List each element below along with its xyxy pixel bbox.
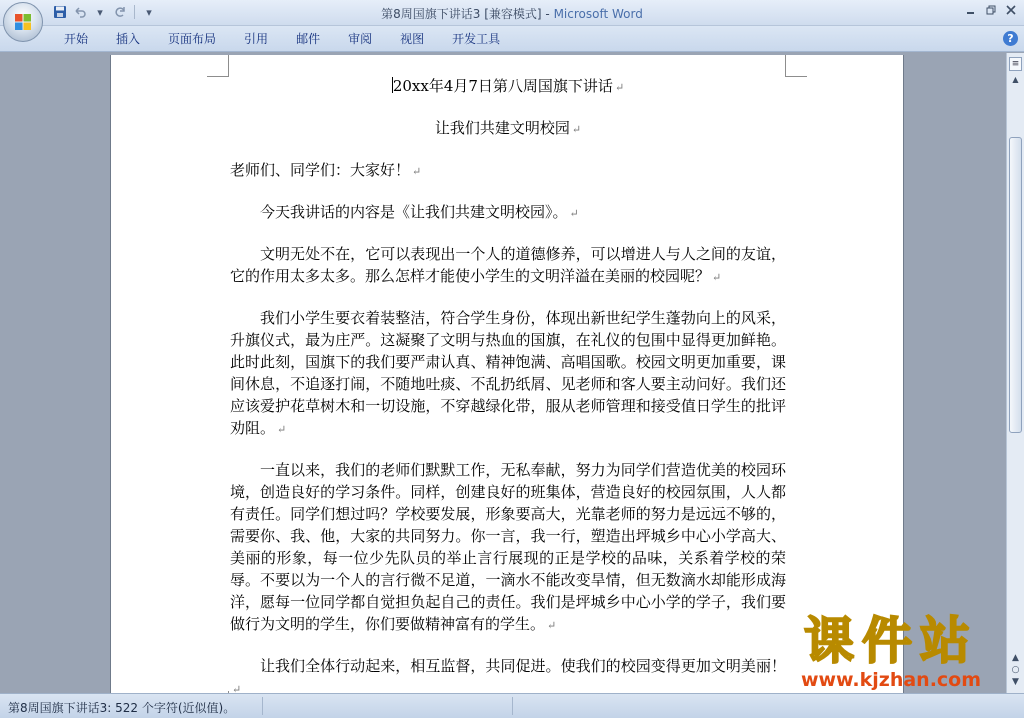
paragraph-mark: ↵ [412,165,422,178]
paragraph [230,459,786,637]
document-heading [230,75,786,99]
blank-line [230,183,786,201]
ruler-toggle-icon[interactable]: ≡ [1009,57,1022,71]
word-count-status[interactable]: 第8周国旗下讲话3: 522 个字符(近似值)。 [8,701,236,715]
paragraph-text: 文明无处不在，它可以表现出一个人的道德修养，可以增进人与人之间的友谊，它的作用太多太多。那么怎样才能使小学生的文明洋溢在美丽的校园呢？ [230,245,786,285]
restore-icon[interactable] [982,2,1000,18]
document-page[interactable] [110,55,904,693]
watermark-url: www.kjzhan.com [800,669,982,691]
browse-buttons [1009,653,1022,687]
paragraph-mark: ↵ [232,683,242,693]
paragraph-mark: ↵ [614,81,625,94]
tab-mailings[interactable]: 邮件 [296,32,321,46]
paragraph-mark: ↵ [277,423,287,436]
vertical-scrollbar[interactable] [1006,53,1024,693]
paragraph-text: 我们小学生要衣着装整洁，符合学生身份，体现出新世纪学生蓬勃向上的风采，升旗仪式，最为庄严。这凝聚了文明与热血的国旗，在礼仪的包围中显得更加鲜艳。此时此刻，国旗下的我们要严肃认真、精神饱满、高唱国歌。校园文明更加重要，课间休息，不追逐打闹，不随地吐痰、不乱扔纸屑、见老师和客人要主动问好。我们还应该爱护花草树木和一切设施，不穿越绿化带，服从老师管理和接受值日学生的批评劝阻。 [230,309,786,437]
ribbon [0,26,1024,52]
tab-home[interactable]: 开始 [64,32,89,46]
blank-line [230,99,786,117]
blank-line [230,637,786,655]
tab-view[interactable]: 视图 [400,32,425,46]
paragraph [230,307,786,441]
title-bar [0,0,1024,26]
heading-text: 20xx年4月7日第八周国旗下讲话 [392,77,613,95]
status-bar [0,693,1024,718]
blank-line [230,441,786,459]
document-greeting [230,159,786,183]
blank-line [230,141,786,159]
close-icon[interactable] [1002,2,1020,18]
ribbon-tabs [50,26,514,52]
help-icon[interactable]: ? [1003,31,1018,46]
document-title: 第8周国旗下讲话3 [兼容模式] - [381,7,554,21]
paragraph [230,243,786,289]
crop-mark [785,55,807,77]
customize-icon[interactable]: ▾ [146,5,152,19]
crop-mark [207,55,229,77]
tab-page-layout[interactable]: 页面布局 [168,32,217,46]
watermark [776,612,1006,692]
select-browse-object-icon[interactable]: ○ [1011,665,1020,675]
status-separator [262,697,263,715]
window-title [0,5,1024,22]
office-logo-icon [14,13,32,31]
scroll-up-icon[interactable]: ▲ [1012,75,1019,84]
blank-line [230,289,786,307]
document-body[interactable] [230,75,786,693]
document-subtitle [230,117,786,141]
previous-page-icon[interactable]: ▲ [1012,653,1019,663]
window-controls [962,2,1020,18]
paragraph-text: 今天我讲话的内容是《让我们共建文明校园》。 [260,203,568,221]
tab-review[interactable]: 审阅 [348,32,373,46]
tab-developer[interactable]: 开发工具 [452,32,501,46]
paragraph-text: 一直以来，我们的老师们默默工作，无私奉献，努力为同学们营造优美的校园环境，创造良好的学习条件。同样，创建良好的班集体，营造良好的校园氛围，人人都有责任。同学们想过吗？学校要发展，形象要高大，光靠老师的努力是远远不够的，需要你、我、他，大家的共同努力。你一言，我一行，塑造出坪城乡中心小学高大、美丽的形象，每一位少先队员的举止言行展现的正是学校的品味，关系着学校的荣辱。不要以为一个人的言行微不足道，一滴水不能改变旱情，但无数滴水却能形成海洋，愿每一位同学都自觉担负起自己的责任。我们是坪城乡中心小学的学子，我们要做行为文明的学生，你们要做精神富有的学生。 [230,461,786,633]
paragraph-mark: ↵ [712,271,722,284]
document-workspace[interactable] [0,53,1006,693]
paragraph-mark: ↵ [571,123,582,136]
paragraph-mark: ↵ [569,207,579,220]
undo-dropdown-icon[interactable]: ▾ [97,5,103,19]
paragraph [230,201,786,225]
status-separator [512,697,513,715]
tab-insert[interactable]: 插入 [116,32,141,46]
tab-references[interactable]: 引用 [244,32,269,46]
office-button[interactable] [3,2,43,42]
subtitle-text: 让我们共建文明校园 [434,119,570,137]
paragraph [230,655,786,693]
app-name: Microsoft Word [553,7,643,21]
paragraph-mark: ↵ [547,619,557,632]
minimize-icon[interactable] [962,2,980,18]
scroll-thumb[interactable] [1009,137,1022,433]
watermark-title: 课件站 [804,612,978,670]
greeting-text: 老师们、同学们：大家好！ [230,161,411,179]
next-page-icon[interactable]: ▼ [1012,677,1019,687]
blank-line [230,225,786,243]
paragraph-text: 让我们全体行动起来，相互监督，共同促进。使我们的校园变得更加文明美丽！ [260,657,786,675]
